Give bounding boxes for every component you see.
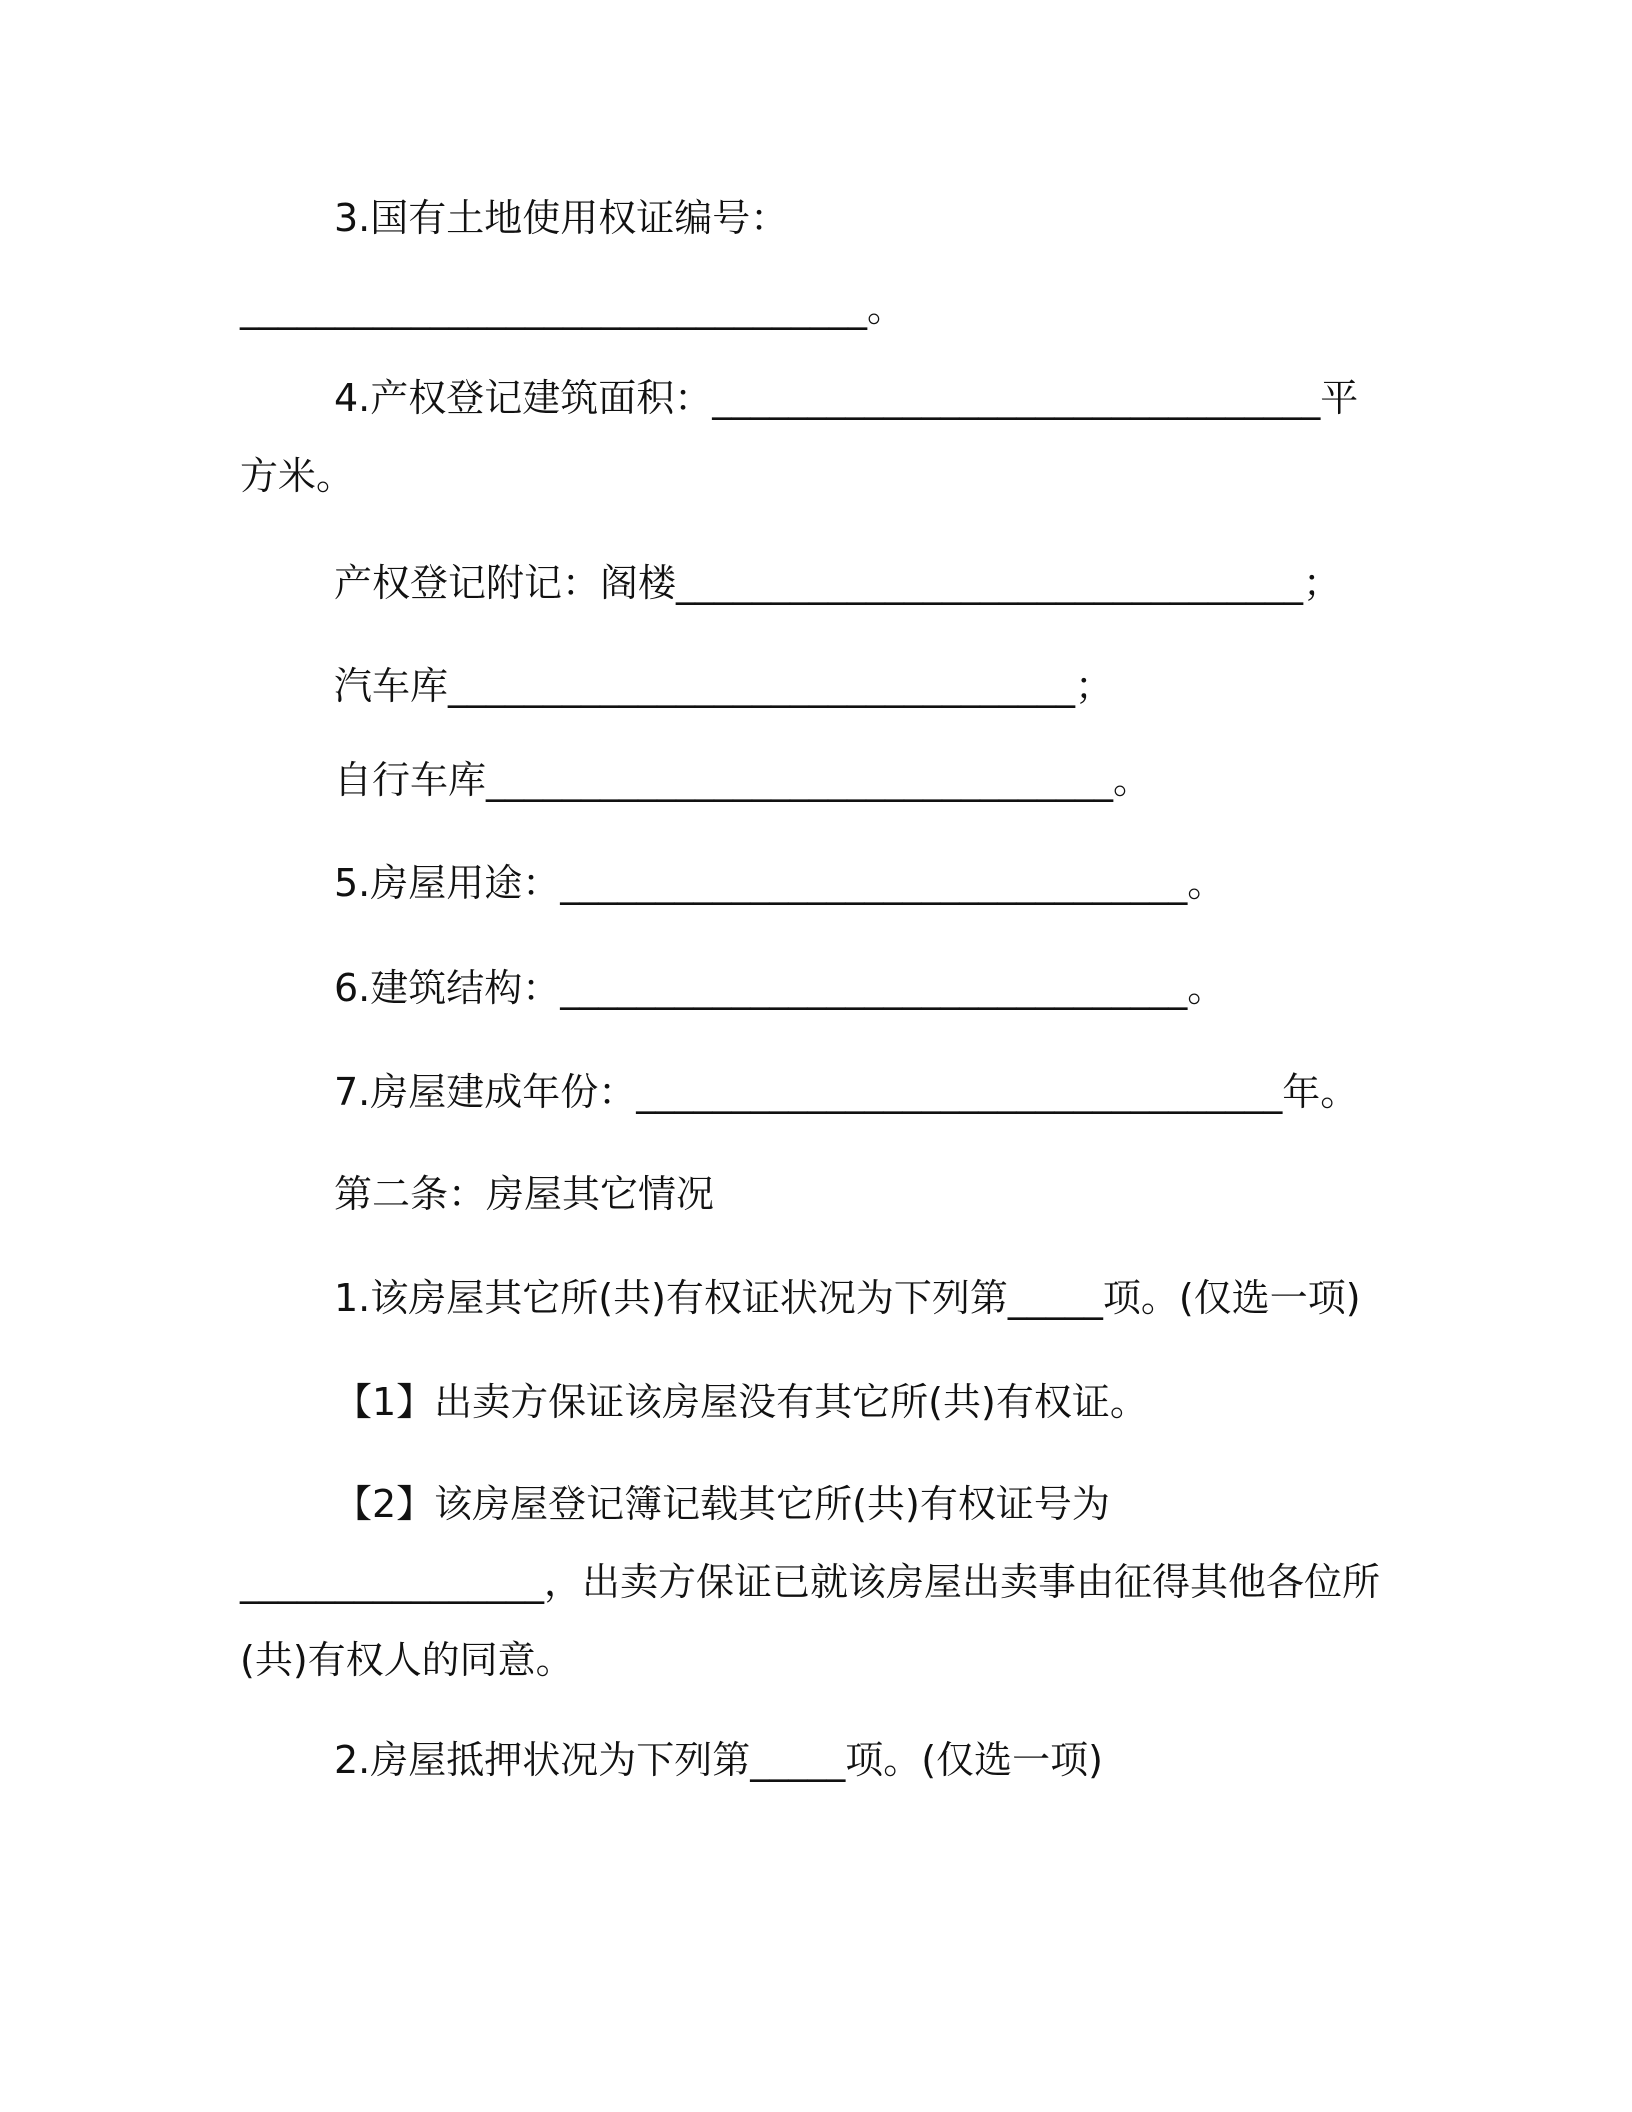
article-two-heading: 第二条：房屋其它情况 [334, 1172, 715, 1216]
registration-note-bike-garage: 自行车库_________________________________。 [334, 758, 1152, 802]
registered-area-unit: 方米。 [240, 454, 355, 498]
land-use-cert-blank: _________________________________。 [240, 286, 906, 330]
registration-note-garage: 汽车库_________________________________； [334, 664, 1114, 708]
clause-registered-area: 4.产权登记建筑面积：________________________________平 [334, 376, 1359, 420]
option-2-continued: ________________，出卖方保证已就该房屋出卖事由征得其他各位所 [240, 1560, 1381, 1604]
clause-mortgage-status: 2.房屋抵押状况为下列第_____项。(仅选一项) [334, 1738, 1103, 1782]
clause-other-ownership-status: 1.该房屋其它所(共)有权证状况为下列第_____项。(仅选一项) [334, 1276, 1361, 1320]
option-2-other-cert-number: 【2】该房屋登记簿记载其它所(共)有权证号为 [334, 1482, 1110, 1526]
option-2-consent: (共)有权人的同意。 [240, 1638, 574, 1682]
option-1-no-other-cert: 【1】出卖方保证该房屋没有其它所(共)有权证。 [334, 1380, 1148, 1424]
clause-construction-year: 7.房屋建成年份：__________________________________年。 [334, 1070, 1359, 1114]
clause-house-usage: 5.房屋用途：_________________________________。 [334, 861, 1226, 905]
clause-land-use-cert-number: 3.国有土地使用权证编号： [334, 196, 789, 240]
clause-building-structure: 6.建筑结构：_________________________________。 [334, 966, 1226, 1010]
registration-note-attic: 产权登记附记：阁楼_________________________________； [334, 561, 1342, 605]
